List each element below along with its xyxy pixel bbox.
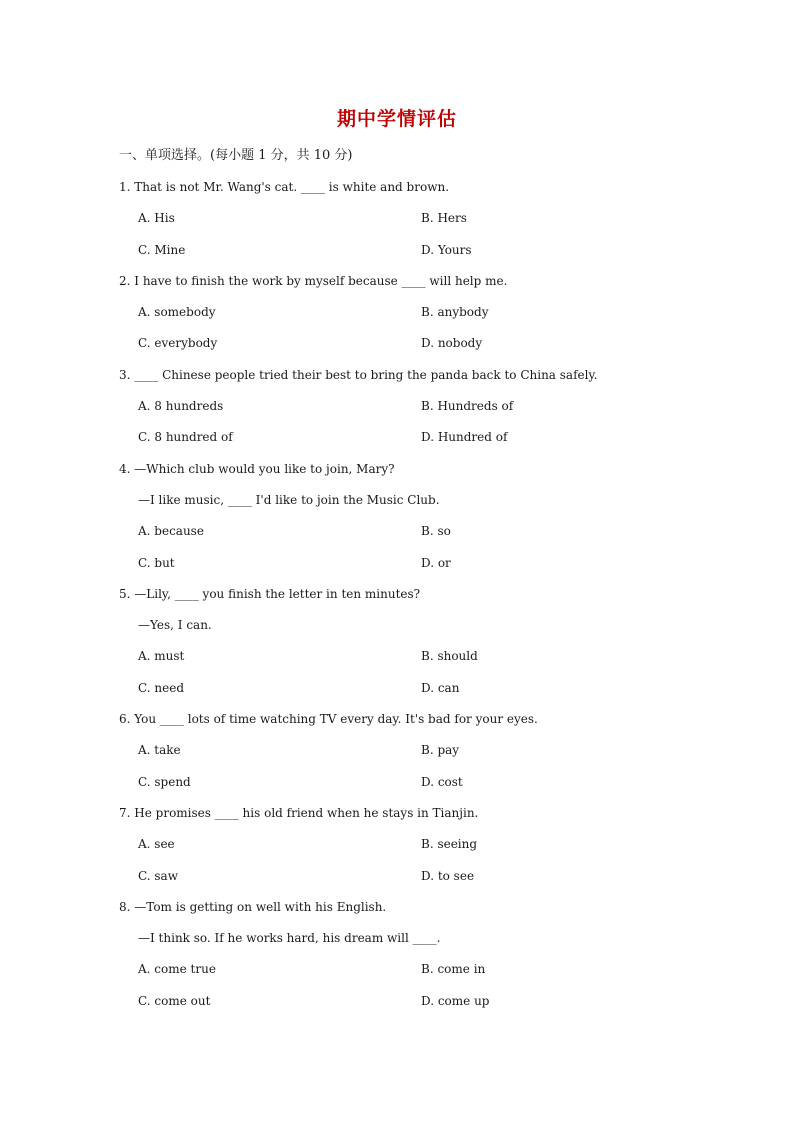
- option-b: B. so: [421, 524, 451, 539]
- options-row: [119, 986, 699, 1017]
- option-c: C. saw: [138, 868, 178, 883]
- options-row: [119, 954, 699, 985]
- option-c: C. come out: [138, 993, 211, 1008]
- question-list: [119, 172, 699, 1017]
- options-row: [119, 861, 699, 892]
- options-row: [119, 735, 699, 766]
- option-c: C. 8 hundred of: [138, 430, 233, 445]
- option-b: B. Hers: [421, 211, 467, 226]
- options-row: [119, 641, 699, 672]
- option-c: C. everybody: [138, 336, 218, 351]
- question-dialog-line: —I think so. If he works hard, his dream will ____.: [138, 931, 441, 946]
- question-stem: 4. —Which club would you like to join, Mary?: [119, 461, 395, 476]
- question-5: [119, 579, 699, 704]
- option-c: C. but: [138, 555, 175, 570]
- options-row: [119, 516, 699, 547]
- options-row: [119, 422, 699, 453]
- question-7: [119, 798, 699, 892]
- option-d: D. nobody: [421, 336, 483, 351]
- question-6: [119, 704, 699, 798]
- options-row: [119, 548, 699, 579]
- options-row: [119, 297, 699, 328]
- option-d: D. can: [421, 680, 460, 695]
- question-stem: 1. That is not Mr. Wang's cat. ____ is white and brown.: [119, 180, 450, 194]
- option-c: C. Mine: [138, 242, 186, 257]
- question-stem: 7. He promises ____ his old friend when he stays in Tianjin.: [119, 805, 479, 820]
- options-row: [119, 391, 699, 422]
- option-a: A. because: [138, 524, 204, 539]
- option-d: D. cost: [421, 774, 463, 789]
- question-stem: 3. ____ Chinese people tried their best to bring the panda back to China safely.: [119, 367, 598, 382]
- page-title: 期中学情评估: [336, 108, 457, 130]
- option-d: D. to see: [421, 868, 475, 883]
- question-stem: 2. I have to finish the work by myself because ____ will help me.: [119, 273, 508, 288]
- question-1: [119, 172, 699, 266]
- question-stem: 8. —Tom is getting on well with his English.: [119, 899, 387, 914]
- option-d: D. Yours: [421, 242, 472, 257]
- option-b: B. should: [421, 649, 478, 664]
- question-dialog-line: —Yes, I can.: [138, 618, 212, 633]
- options-row: [119, 829, 699, 860]
- option-d: D. or: [421, 555, 451, 570]
- question-4: [119, 454, 699, 579]
- option-b: B. Hundreds of: [421, 399, 514, 414]
- option-b: B. come in: [421, 962, 486, 977]
- option-a: A. must: [138, 649, 185, 664]
- option-a: A. 8 hundreds: [138, 399, 224, 414]
- question-dialog-line: —I like music, ____ I'd like to join the Music Club.: [138, 492, 440, 507]
- question-8: [119, 892, 699, 1017]
- option-b: B. anybody: [421, 305, 489, 320]
- question-2: [119, 266, 699, 360]
- option-b: B. seeing: [421, 837, 478, 852]
- option-a: A. come true: [138, 962, 216, 977]
- option-d: D. come up: [421, 993, 490, 1008]
- option-c: C. need: [138, 680, 184, 695]
- option-c: C. spend: [138, 774, 191, 789]
- question-stem: 5. —Lily, ____ you finish the letter in ten minutes?: [119, 586, 421, 601]
- option-a: A. see: [138, 837, 175, 852]
- option-d: D. Hundred of: [421, 430, 508, 445]
- option-a: A. take: [138, 743, 181, 758]
- option-b: B. pay: [421, 743, 460, 758]
- options-row: [119, 235, 699, 266]
- question-stem: 6. You ____ lots of time watching TV every day. It's bad for your eyes.: [119, 712, 538, 727]
- options-row: [119, 673, 699, 704]
- section-heading: 一、单项选择。(每小题 1 分，共 10 分): [119, 148, 353, 163]
- question-3: [119, 360, 699, 454]
- options-row: [119, 328, 699, 359]
- option-a: A. His: [138, 211, 175, 226]
- option-a: A. somebody: [138, 305, 216, 320]
- options-row: [119, 203, 699, 234]
- options-row: [119, 767, 699, 798]
